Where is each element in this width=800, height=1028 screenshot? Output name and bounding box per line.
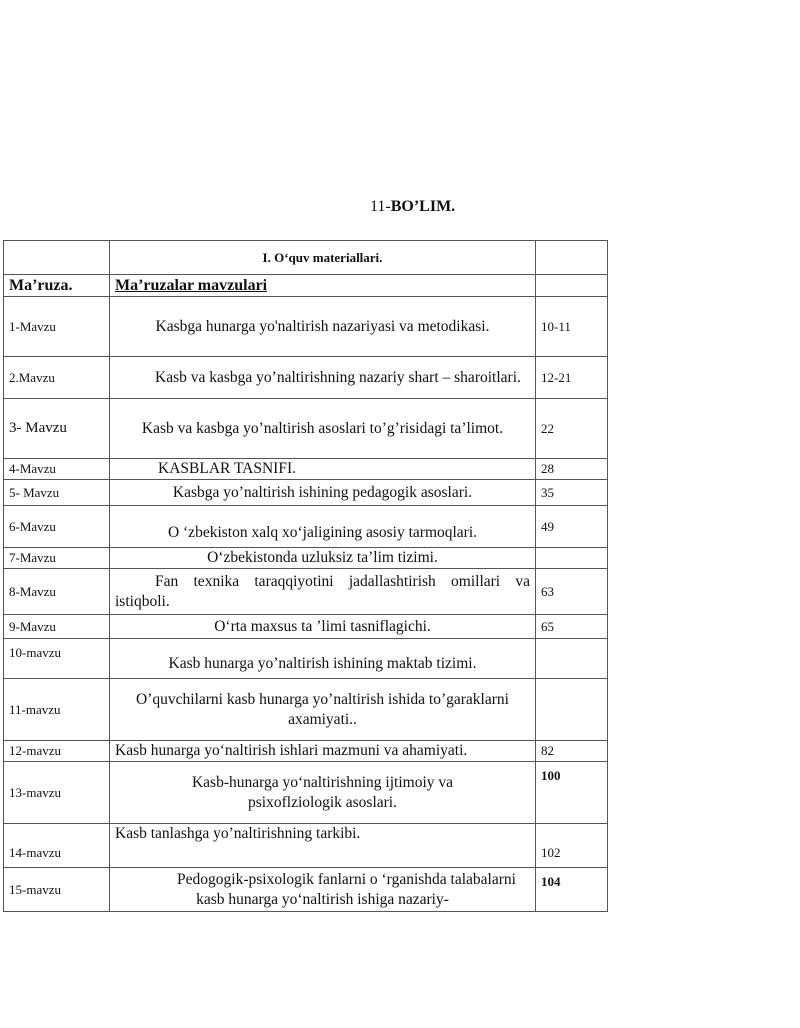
table-row [4, 399, 608, 459]
section-number: 11- [370, 198, 391, 215]
row-topic: Kasb va kasbga yo’naltirish asoslari to’g’risidagi ta’limot. [110, 399, 536, 459]
row-topic: Pedogogik-psixologik fanlarni o ‘rganishda talabalarni kasb hunarga yo‘naltirish ishiga nazariy- [110, 868, 536, 912]
table-row [4, 548, 608, 569]
row-label: 15-mavzu [4, 868, 110, 912]
row-label: 14-mavzu [4, 824, 110, 868]
header-lecture: Ma’ruza. [4, 275, 110, 297]
table-row [4, 297, 608, 357]
row-page: 12-21 [536, 357, 608, 399]
row-topic: O ‘zbekiston xalq xo‘jaligining asosiy tarmoqlari. [110, 506, 536, 548]
row-label: 11-mavzu [4, 679, 110, 741]
row-label: 9-Mavzu [4, 615, 110, 639]
table-row [4, 569, 608, 615]
row-page: 65 [536, 615, 608, 639]
table-row [4, 639, 608, 679]
row-label: 13-mavzu [4, 762, 110, 824]
row-topic: Kasb-hunarga yo‘naltirishning ijtimoiy va psixoflziologik asoslari. [110, 762, 536, 824]
row-topic: Kasb hunarga yo‘naltirish ishlari mazmuni va ahamiyati. [110, 741, 536, 762]
row-page: 28 [536, 459, 608, 480]
row-label: 5- Mavzu [4, 480, 110, 506]
header-page [536, 275, 608, 297]
row-page: 102 [536, 824, 608, 868]
row-topic: Kasbga hunarga yo'naltirish nazariyasi va metodikasi. [110, 297, 536, 357]
row-page: 82 [536, 741, 608, 762]
lecture-table [3, 240, 608, 912]
section-row [4, 241, 608, 275]
row-label: 4-Mavzu [4, 459, 110, 480]
row-label: 10-mavzu [4, 639, 110, 679]
empty-cell [4, 241, 110, 275]
row-label: 3- Mavzu [4, 399, 110, 459]
row-topic: KASBLAR TASNIFI. [110, 459, 536, 480]
table-row [4, 762, 608, 824]
empty-cell [536, 241, 608, 275]
row-topic: Kasbga yo’naltirish ishining pedagogik asoslari. [110, 480, 536, 506]
row-label: 8-Mavzu [4, 569, 110, 615]
table-row [4, 824, 608, 868]
row-page: 22 [536, 399, 608, 459]
row-label: 1-Mavzu [4, 297, 110, 357]
row-page: 10-11 [536, 297, 608, 357]
section-label: BO’LIM. [390, 198, 456, 215]
table-row [4, 459, 608, 480]
table-row [4, 357, 608, 399]
table-row [4, 615, 608, 639]
row-topic: Kasb va kasbga yo’naltirishning nazariy shart – sharoitlari. [110, 357, 536, 399]
row-label: 6-Mavzu [4, 506, 110, 548]
row-page [536, 639, 608, 679]
header-topics: Ma’ruzalar mavzulari [110, 275, 536, 297]
row-topic: O’quvchilarni kasb hunarga yo’naltirish ishida to’garaklarni axamiyati.. [110, 679, 536, 741]
row-page: 63 [536, 569, 608, 615]
row-topic: Kasb tanlashga yo’naltirishning tarkibi. [110, 824, 536, 868]
row-page: 100 [536, 762, 608, 824]
section-heading: I. O‘quv materiallari. [110, 241, 536, 275]
row-label: 12-mavzu [4, 741, 110, 762]
table-row [4, 506, 608, 548]
row-page: 35 [536, 480, 608, 506]
row-page [536, 679, 608, 741]
table-row [4, 679, 608, 741]
page-title [0, 198, 800, 216]
header-row [4, 275, 608, 297]
row-topic: O‘zbekistonda uzluksiz ta’lim tizimi. [110, 548, 536, 569]
row-topic: Fan texnika taraqqiyotini jadallashtirish omillari va istiqboli. [110, 569, 536, 615]
row-topic: O‘rta maxsus ta ’limi tasniflagichi. [110, 615, 536, 639]
table-row [4, 868, 608, 912]
row-page: 104 [536, 868, 608, 912]
row-label: 7-Mavzu [4, 548, 110, 569]
table-row [4, 480, 608, 506]
row-page [536, 548, 608, 569]
row-page: 49 [536, 506, 608, 548]
row-label: 2.Mavzu [4, 357, 110, 399]
table-row [4, 741, 608, 762]
row-topic: Kasb hunarga yo’naltirish ishining maktab tizimi. [110, 639, 536, 679]
